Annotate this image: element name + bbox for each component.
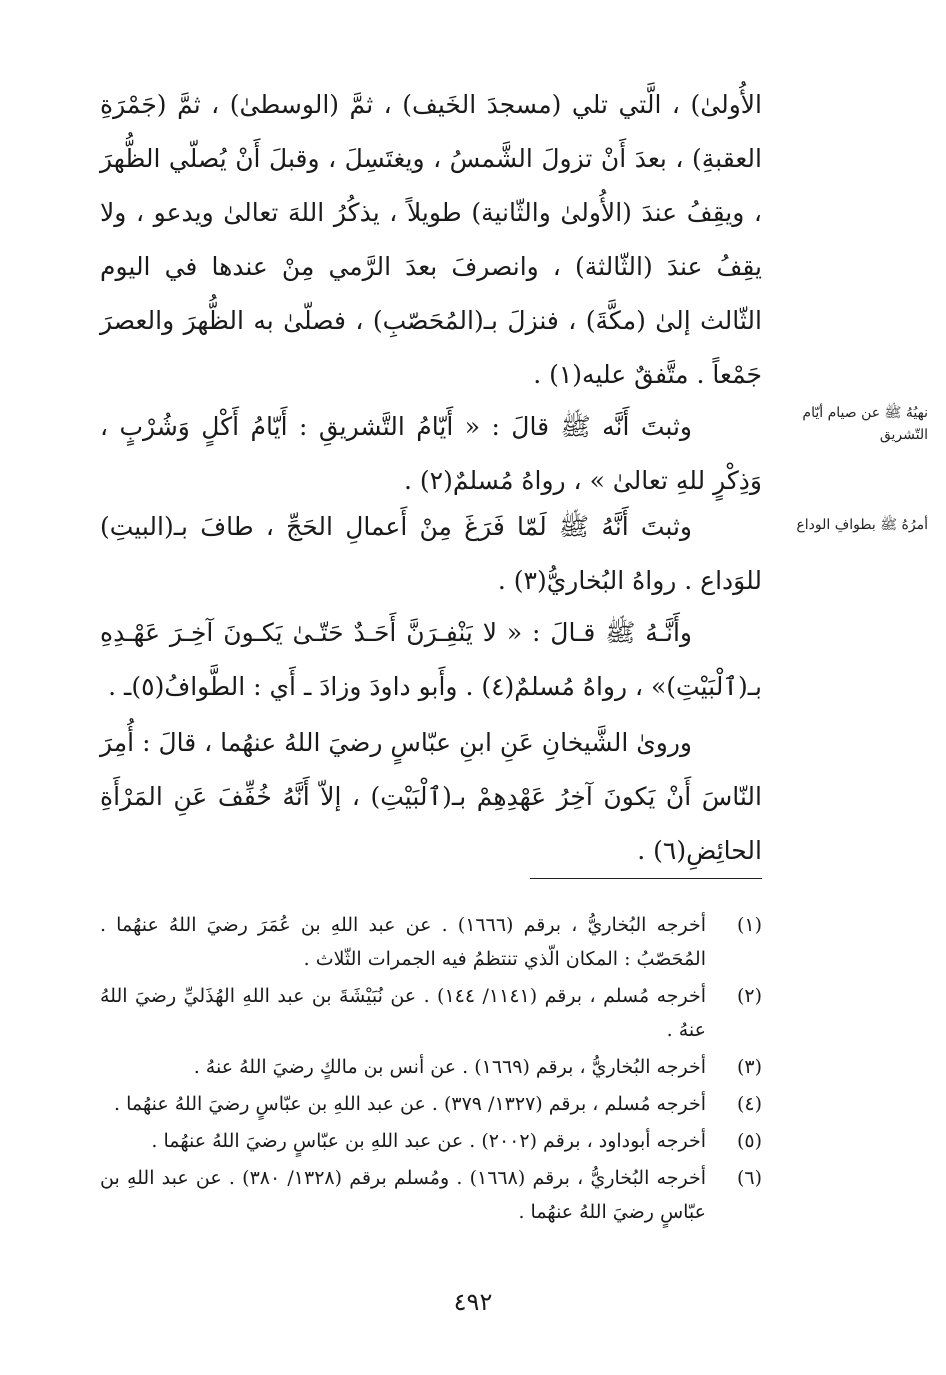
footnote-1 [100,908,762,976]
footnote-5 [100,1124,762,1158]
paragraph-3: وثبتَ أَنَّهُ ﷺ لَمّا فَرَغَ مِنْ أَعمالِ الحَجِّ ، طافَ بـ(البيتِ) للوَداع . رواهُ البُخاريُّ(٣) . [100,512,762,595]
page-number: ٤٩٢ [453,1288,493,1316]
footnote-number: (١) [736,914,762,936]
footnote-number: (٣) [736,1056,762,1078]
footnote-number: (٤) [736,1093,762,1115]
margin-note-farewell: أمرُهُ ﷺ بطوافِ الوداع [796,517,928,533]
footnote-3 [100,1050,762,1084]
margin-note-tashreeq: نهيُهُ ﷺ عن صيام أيّام التّشريق [802,405,928,443]
footnote-2 [100,979,762,1047]
footnote-separator [530,878,762,879]
footnote-text: أخرجه مُسلم ، برقم (١١٤١/ ١٤٤) . عن نُبَيْشَةَ بن عبد اللهِ الهُذَليِّ رضيَ اللهُ عنهُ . [100,985,707,1041]
paragraph-1: الأُولىٰ) ، الَّتي تلي (مسجدَ الخَيف) ، ثمَّ (الوسطىٰ) ، ثمَّ (جَمْرَةِ العقبةِ) ، بعدَ أَنْ تزولَ الشَّمسُ ، ويغتَسِلَ ، وقبلَ أَنْ يُصلّي الظُّهرَ ، ويقِفُ عندَ (الأُولىٰ والثّانية) طويلاً ، يذكُرُ اللهَ تعالىٰ ويدعو ، ولا يقِفُ عندَ (الثّالثة) ، وانصرفَ بعدَ الرَّمي مِنْ عندها في اليوم الثّالث إلىٰ (مكَّةَ) ، فنزلَ بـ(المُحَصّبِ) ، فصلّىٰ به الظُّهرَ والعصرَ جَمْعاً . متَّفقٌ عليه(١) . [100,90,762,389]
paragraph-4: وأَنَّـهُ ﷺ قـالَ : « لا يَنْفِـرَنَّ أَحَـدٌ حَتّـىٰ يَكـونَ آخِـرَ عَهْـدِهِ بـ(ٱلْبَيْتِ)» ، رواهُ مُسلمٌ(٤) . وأَبو داودَ وزادَ ـ أَي : الطَّوافُ(٥)ـ . [100,618,762,701]
footnote-text: أخرجه البُخاريُّ ، برقم (١٦٦٩) . عن أنس بن مالكٍ رضيَ اللهُ عنهُ . [193,1056,706,1078]
footnote-text: أخرجه البُخاريُّ ، برقم (١٦٦٨) . ومُسلم برقم (١٣٢٨/ ٣٨٠) . عن عبد اللهِ بن عبّاسٍ رضيَ اللهُ عنهُما . [100,1167,707,1223]
footnotes [100,908,762,1232]
footnote-number: (٦) [736,1167,762,1189]
footnote-number: (٥) [736,1130,762,1152]
main-text [100,78,762,402]
footnote-text: أخرجه أبوداود ، برقم (٢٠٠٢) . عن عبد اللهِ بن عبّاسٍ رضيَ اللهُ عنهُما . [151,1130,706,1152]
footnote-text: أخرجه مُسلم ، برقم (١٣٢٧/ ٣٧٩) . عن عبد اللهِ بن عبّاسٍ رضيَ اللهُ عنهُما . [114,1093,706,1115]
footnote-6 [100,1161,762,1229]
paragraph-2: وثبتَ أَنَّه ﷺ قالَ : « أَيّامُ التَّشريقِ : أَيّامُ أَكْلٍ وَشُرْبٍ ، وَذِكْرٍ للهِ تعالىٰ » ، رواهُ مُسلمٌ(٢) . [100,412,762,495]
paragraph-5: وروىٰ الشَّيخانِ عَنِ ابنِ عبّاسٍ رضيَ اللهُ عنهُما ، قالَ : أُمِرَ النّاسَ أَنْ يَكونَ آخِرُ عَهْدِهِمْ بـ(ٱلْبَيْتِ) ، إلاّ أَنَّهُ خُفِّفَ عَنِ المَرْأَةِ الحائِضِ(٦) . [100,728,762,865]
main-text-4 [100,606,762,714]
footnote-text: أخرجه البُخاريُّ ، برقم (١٦٦٦) . عن عبد اللهِ بن عُمَرَ رضيَ اللهُ عنهُما . المُحَصّبُ : المكان الّذي تنتظمُ فيه الجمرات الثّلاث . [100,914,707,970]
main-text-5 [100,716,762,878]
main-text-2 [100,400,762,508]
footnote-4 [100,1087,762,1121]
main-text-3 [100,500,762,608]
footnote-number: (٢) [736,985,762,1007]
